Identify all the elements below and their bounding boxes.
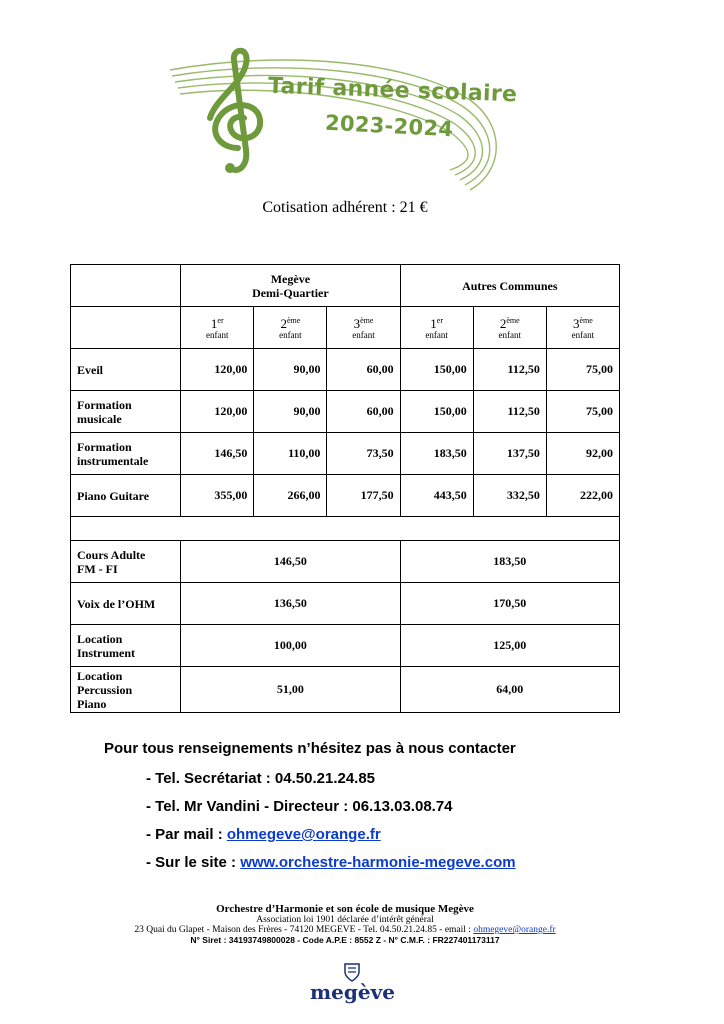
table-cell: 112,50 xyxy=(473,349,546,391)
table-cell: 183,50 xyxy=(400,541,619,583)
table-cell: 332,50 xyxy=(473,475,546,517)
col-header-6: 3ème enfant xyxy=(546,307,619,349)
table-row xyxy=(71,625,620,667)
group-header-megeve xyxy=(181,265,400,307)
table-cell: 222,00 xyxy=(546,475,619,517)
table-row xyxy=(71,583,620,625)
table-cell: 112,50 xyxy=(473,391,546,433)
col-header-2: 2ème enfant xyxy=(254,307,327,349)
table-row xyxy=(71,475,620,517)
table-cell: 90,00 xyxy=(254,391,327,433)
table-cell: 183,50 xyxy=(400,433,473,475)
row-label: Piano Guitare xyxy=(71,475,181,517)
table-cell: 90,00 xyxy=(254,349,327,391)
table-cell: 120,00 xyxy=(181,349,254,391)
empty-cell xyxy=(71,307,181,349)
col-header-1: 1er enfant xyxy=(181,307,254,349)
crest-icon xyxy=(342,962,362,982)
table-cell: 266,00 xyxy=(254,475,327,517)
row-label: Location Instrument xyxy=(71,625,181,667)
site-line: - Sur le site : www.orchestre-harmonie-megeve.com xyxy=(146,854,516,871)
table-cell: 146,50 xyxy=(181,433,254,475)
tel-directeur: - Tel. Mr Vandini - Directeur : 06.13.03.08.74 xyxy=(146,798,453,815)
col-header-3: 3ème enfant xyxy=(327,307,400,349)
title-line-1: Tarif année scolaire xyxy=(267,73,518,108)
table-cell: 355,00 xyxy=(181,475,254,517)
table-header-row xyxy=(71,265,620,307)
footer xyxy=(0,903,690,945)
table-cell: 137,50 xyxy=(473,433,546,475)
megeve-logo xyxy=(305,962,400,1007)
group-megeve-line2: Demi-Quartier xyxy=(252,285,329,300)
row-label: Formation musicale xyxy=(71,391,181,433)
table-cell: 60,00 xyxy=(327,391,400,433)
table-cell: 177,50 xyxy=(327,475,400,517)
table-cell: 146,50 xyxy=(181,541,400,583)
table-cell: 73,50 xyxy=(327,433,400,475)
table-cell: 51,00 xyxy=(181,667,400,713)
footer-line3: 23 Quai du Glapet - Maison des Frères - 74120 MEGEVE - Tel. 04.50.21.24.85 - email : ohmegeve@orange.fr xyxy=(134,925,556,935)
empty-cell xyxy=(71,265,181,307)
table-cell: 60,00 xyxy=(327,349,400,391)
row-label: Location Percussion Piano xyxy=(71,667,181,713)
table-cell: 64,00 xyxy=(400,667,619,713)
table-cell: 125,00 xyxy=(400,625,619,667)
table-cell: 443,50 xyxy=(400,475,473,517)
table-row xyxy=(71,667,620,713)
tarif-table xyxy=(70,264,620,713)
spacer-row xyxy=(71,517,620,541)
mail-line: - Par mail : ohmegeve@orange.fr xyxy=(146,826,381,843)
tel-secretariat: - Tel. Secrétariat : 04.50.21.24.85 xyxy=(146,770,376,787)
table-row xyxy=(71,391,620,433)
logo-text: megève xyxy=(310,980,395,1004)
table-cell: 110,00 xyxy=(254,433,327,475)
row-label: Formation instrumentale xyxy=(71,433,181,475)
col-header-5: 2ème enfant xyxy=(473,307,546,349)
contact-section xyxy=(104,740,516,877)
mail-link[interactable]: ohmegeve@orange.fr xyxy=(226,826,381,843)
table-cell: 75,00 xyxy=(546,391,619,433)
table-cell: 170,50 xyxy=(400,583,619,625)
table-cell: 136,50 xyxy=(181,583,400,625)
table-cell: 150,00 xyxy=(400,349,473,391)
group-header-autres: Autres Communes xyxy=(400,265,619,307)
spacer-cell xyxy=(71,517,620,541)
site-link[interactable]: www.orchestre-harmonie-megeve.com xyxy=(240,854,516,871)
footer-line2: Association loi 1901 déclarée d’intérêt général xyxy=(256,915,434,925)
footer-line1: Orchestre d’Harmonie et son école de musique Megève xyxy=(216,903,474,915)
row-label: Cours Adulte FM - FI xyxy=(71,541,181,583)
table-cell: 75,00 xyxy=(546,349,619,391)
row-label: Eveil xyxy=(71,349,181,391)
table-row xyxy=(71,433,620,475)
cotisation-text: Cotisation adhérent : 21 € xyxy=(262,199,428,216)
table-cell: 92,00 xyxy=(546,433,619,475)
row-label: Voix de l’OHM xyxy=(71,583,181,625)
title-line-2: 2023-2024 xyxy=(324,110,454,142)
table-cell: 120,00 xyxy=(181,391,254,433)
table-row xyxy=(71,541,620,583)
col-header-4: 1er enfant xyxy=(400,307,473,349)
child-header-row xyxy=(71,307,620,349)
table-cell: 100,00 xyxy=(181,625,400,667)
table-cell: 150,00 xyxy=(400,391,473,433)
table-row xyxy=(71,349,620,391)
group-megeve-line1: Megève xyxy=(270,271,311,286)
contact-heading: Pour tous renseignements n’hésitez pas à nous contacter xyxy=(104,740,516,757)
footer-email-link[interactable]: ohmegeve@orange.fr xyxy=(473,925,556,935)
footer-line4: N° Siret : 34193749800028 - Code A.P.E : 8552 Z - N° C.M.F. : FR227401173117 xyxy=(190,935,500,945)
